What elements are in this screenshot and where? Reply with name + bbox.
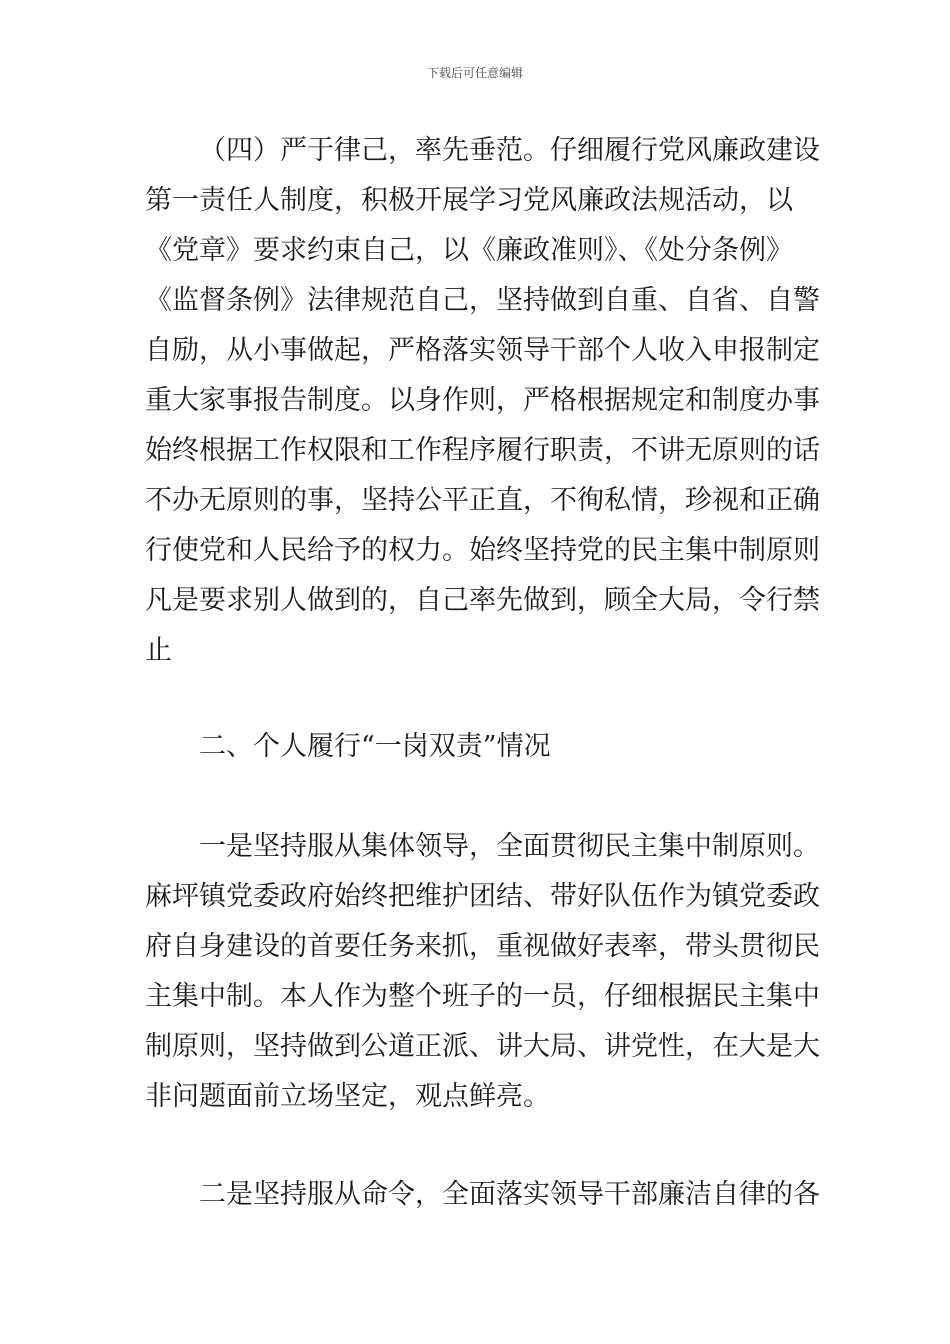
text-line: 一是坚持服从集体领导，全面贯彻民主集中制原则。 [199, 831, 820, 862]
text-line: 始终根据工作权限和工作程序履行职责，不讲无原则的话 [145, 435, 820, 466]
text-line: 非问题面前立场坚定，观点鲜亮。 [145, 1081, 550, 1112]
paragraph-section-four [145, 126, 820, 676]
text-line: 府自身建设的首要任务来抓，重视做好表率，带头贯彻民 [145, 931, 820, 962]
text-line: （四）严于律己，率先垂范。仔细履行党风廉政建设 [199, 135, 820, 166]
text-line: 制原则，坚持做到公道正派、讲大局、讲党性，在大是大 [145, 1031, 820, 1062]
text-line: 凡是要求别人做到的，自己率先做到，顾全大局，令行禁 [145, 585, 820, 616]
text-line: 《监督条例》法律规范自己，坚持做到自重、自省、自警 [145, 285, 820, 316]
text-line: 主集中制。本人作为整个班子的一员，仔细根据民主集中 [145, 981, 820, 1012]
text-line: 重大家事报告制度。以身作则，严格根据规定和制度办事 [145, 385, 820, 416]
section-heading [145, 722, 815, 772]
text-line: 行使党和人民给予的权力。始终坚持党的民主集中制原则 [145, 535, 820, 566]
text-line: 第一责任人制度，积极开展学习党风廉政法规活动，以 [145, 185, 793, 216]
paragraph-point-two [145, 1170, 820, 1220]
text-line: 自励，从小事做起，严格落实领导干部个人收入申报制定 [145, 335, 820, 366]
text-line: 不办无原则的事，坚持公平正直，不徇私情，珍视和正确 [145, 485, 820, 516]
page-header-note: 下载后可任意编辑 [426, 66, 523, 80]
paragraph-point-one [145, 822, 820, 1122]
text-line: 止 [145, 635, 172, 666]
text-line: 二是坚持服从命令，全面落实领导干部廉洁自律的各 [199, 1179, 820, 1210]
heading-line: 二、个人履行“一岗双责”情况 [199, 731, 551, 762]
text-line: 《党章》要求约束自己，以《廉政准则》、《处分条例》 [145, 235, 793, 266]
text-line: 麻坪镇党委政府始终把维护团结、带好队伍作为镇党委政 [145, 881, 820, 912]
